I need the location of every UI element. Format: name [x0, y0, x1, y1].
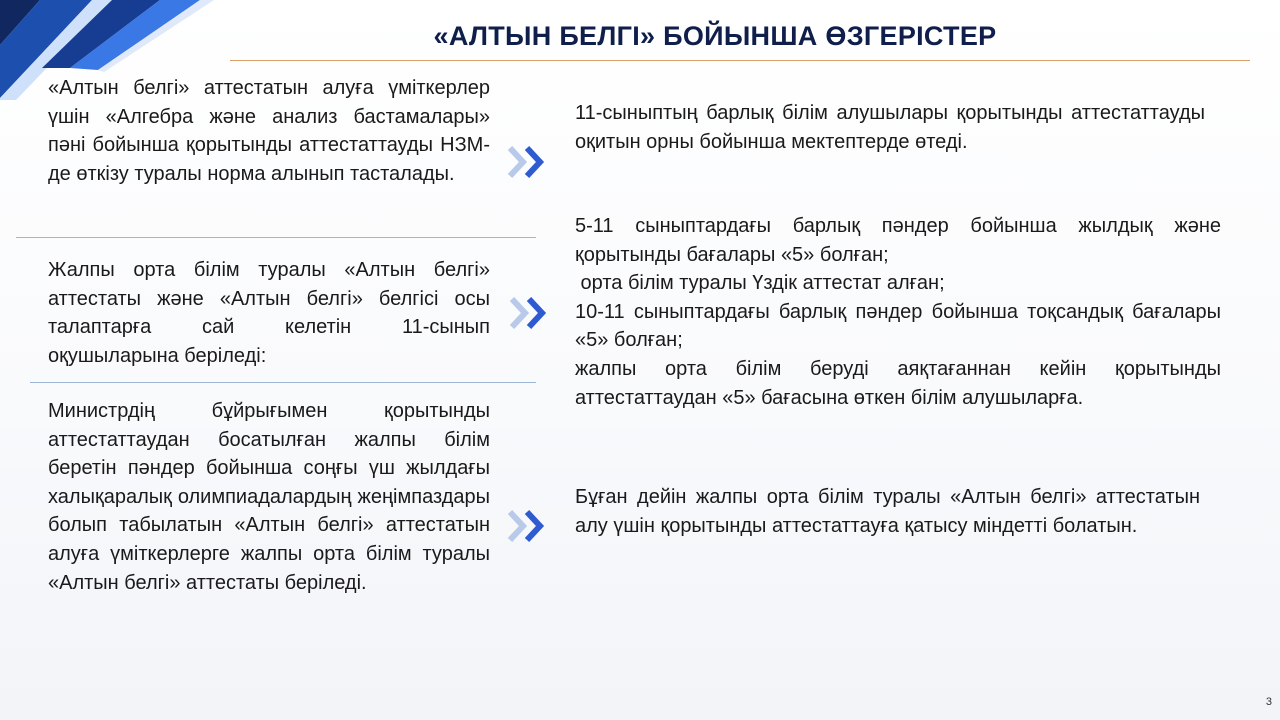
- left-block-2: Жалпы орта білім туралы «Алтын белгі» аттестаты және «Алтын белгі» белгісі осы талаптарға сай келетін 11-сынып оқушыларына беріледі:: [48, 259, 490, 367]
- page-number: 3: [1265, 696, 1272, 708]
- right-block-1: 11-сыныптың барлық білім алушылары қорытынды аттестаттауды оқитын орны бойынша мектептерде өтеді.: [575, 102, 1205, 153]
- left-block-3: Министрдің бұйрығымен қорытынды аттестаттаудан босатылған жалпы білім беретін пәндер бойынша соңғы үш жылдағы халықаралық олимпиадалардың жеңімпаздары болып табылатын «Алтын белгі» аттестатын алуға үміткерлерге жалпы орта білім туралы «Алтын белгі» аттестаты беріледі.: [48, 400, 490, 594]
- criteria-item: 10-11 сыныптардағы барлық пәндер бойынша тоқсандық бағалары «5» болған;: [575, 300, 1221, 352]
- left-separator-1: [16, 237, 536, 238]
- right-block-2: [575, 212, 1221, 412]
- slide-title: «АЛТЫН БЕЛГІ» БОЙЫНША ӨЗГЕРІСТЕР: [433, 21, 997, 51]
- criteria-item: жалпы орта білім беруді аяқтағаннан кейін қорытынды аттестаттаудан «5» бағасына өткен білім алушыларға.: [575, 357, 1221, 409]
- double-chevron-right-icon: [506, 145, 548, 179]
- double-chevron-right-icon: [508, 296, 550, 330]
- left-block-1: «Алтын белгі» аттестатын алуға үміткерлер үшін «Алгебра және анализ бастамалары» пәні бойынша қорытынды аттестаттауды НЗМ-де өткізу туралы норма алынып тасталады.: [48, 77, 490, 185]
- title-divider: [230, 60, 1250, 61]
- left-separator-2: [30, 382, 536, 383]
- criteria-item: орта білім туралы Үздік аттестат алған;: [575, 272, 945, 295]
- double-chevron-right-icon: [506, 509, 548, 543]
- right-block-3: Бұған дейін жалпы орта білім туралы «Алтын белгі» аттестатын алу үшін қорытынды аттестаттауға қатысу міндетті болатын.: [575, 486, 1200, 537]
- criteria-item: 5-11 сыныптардағы барлық пәндер бойынша жылдық және қорытынды бағалары «5» болған;: [575, 215, 1221, 266]
